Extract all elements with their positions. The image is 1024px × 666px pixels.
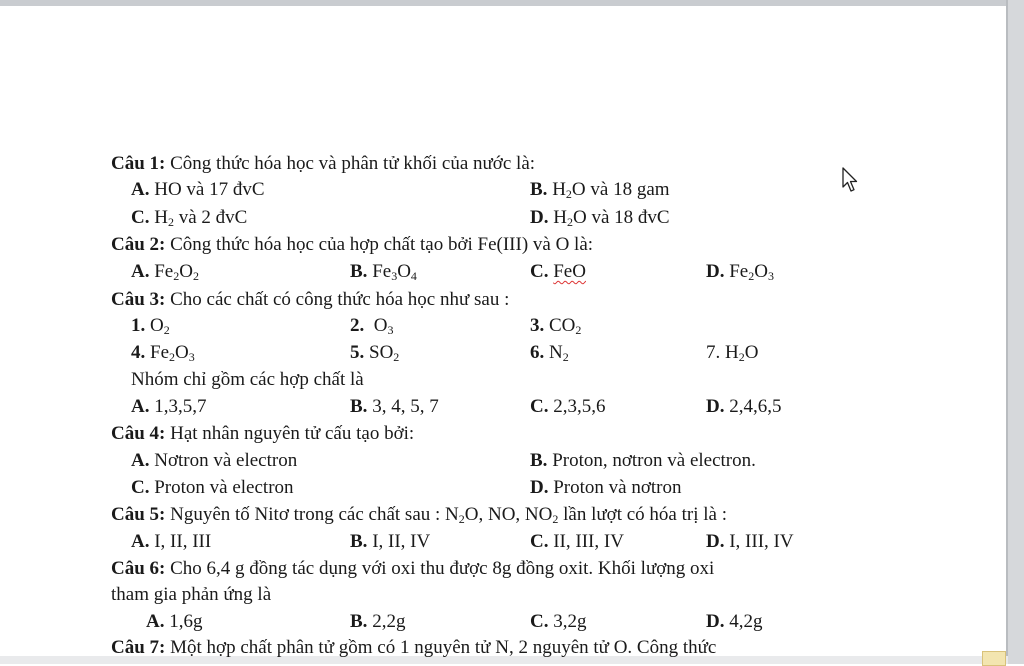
q4-option-b: B. Proton, nơtron và electron. bbox=[530, 450, 756, 471]
question-5-number: Câu 5: bbox=[111, 504, 166, 525]
question-3-number: Câu 3: bbox=[111, 289, 166, 310]
q3-item-1: 1. $O_2$ bbox=[131, 315, 170, 337]
q2-option-c: C. FeO bbox=[530, 261, 586, 282]
question-1-number: Câu 1: bbox=[111, 153, 166, 174]
q3-item-6: 6. $N_2$ bbox=[530, 342, 569, 364]
q3-item-4: 4. $Fe_2O_3$ bbox=[131, 342, 195, 364]
q3-option-c: C. 2,3,5,6 bbox=[530, 396, 606, 417]
window-top-edge bbox=[0, 0, 1024, 6]
q6-option-b: B. 2,2g bbox=[350, 611, 406, 632]
question-7-number: Câu 7: bbox=[111, 637, 166, 658]
mouse-pointer-icon bbox=[841, 167, 859, 193]
question-4-number: Câu 4: bbox=[111, 423, 166, 444]
q3-item-7: 7. $H_2O$ bbox=[706, 342, 759, 364]
q1-option-c: C. $H_2$ và 2 đvC bbox=[131, 207, 248, 229]
q3-item-2: 2. $O_3$ bbox=[350, 315, 394, 337]
q5-option-c: C. II, III, IV bbox=[530, 531, 624, 552]
q1-option-b: B. $H_2O$ và 18 gam bbox=[530, 179, 670, 201]
question-2-text: Công thức hóa học của hợp chất tạo bởi Fe(III) và O là: bbox=[170, 234, 594, 255]
q6-option-a: A. 1,6g bbox=[146, 611, 203, 632]
q6-option-c: C. 3,2g bbox=[530, 611, 587, 632]
question-2-number: Câu 2: bbox=[111, 234, 166, 255]
question-7-text: Một hợp chất phân tử gồm có 1 nguyên tử N, 2 nguyên tử O. Công thức bbox=[170, 637, 717, 658]
q4-option-a: A. Nơtron và electron bbox=[131, 450, 298, 471]
q3-option-b: B. 3, 4, 5, 7 bbox=[350, 396, 439, 417]
question-6-text: Cho 6,4 g đồng tác dụng với oxi thu được 8g đồng oxit. Khối lượng oxi bbox=[170, 558, 715, 579]
q1-option-d: D. $H_2O$ và 18 đvC bbox=[530, 207, 670, 229]
question-3-text: Cho các chất có công thức hóa học như sau : bbox=[170, 289, 510, 310]
question-4-text: Hạt nhân nguyên tử cấu tạo bởi: bbox=[170, 423, 415, 444]
vertical-scrollbar[interactable] bbox=[1008, 0, 1024, 664]
q4-option-d: D. Proton và nơtron bbox=[530, 477, 682, 498]
q5-option-d: D. I, III, IV bbox=[706, 531, 794, 552]
q3-item-3: 3. $CO_2$ bbox=[530, 315, 582, 337]
q3-option-d: D. 2,4,6,5 bbox=[706, 396, 782, 417]
q2-option-a: A. $Fe_2O_2$ bbox=[131, 261, 199, 283]
q4-option-c: C. Proton và electron bbox=[131, 477, 294, 498]
q3-option-a: A. 1,3,5,7 bbox=[131, 396, 207, 417]
q1-option-a: A. HO và 17 đvC bbox=[131, 179, 265, 200]
q6-option-d: D. 4,2g bbox=[706, 611, 763, 632]
q2-option-b: B. $Fe_3O_4$ bbox=[350, 261, 417, 283]
question-1-text: Công thức hóa học và phân tử khối của nước là: bbox=[170, 153, 536, 174]
question-6-number: Câu 6: bbox=[111, 558, 166, 579]
q2-option-d: D. $Fe_2O_3$ bbox=[706, 261, 774, 283]
q5-option-a: A. I, II, III bbox=[131, 531, 212, 552]
q3-item-5: 5. $SO_2$ bbox=[350, 342, 400, 364]
q5-option-b: B. I, II, IV bbox=[350, 531, 431, 552]
